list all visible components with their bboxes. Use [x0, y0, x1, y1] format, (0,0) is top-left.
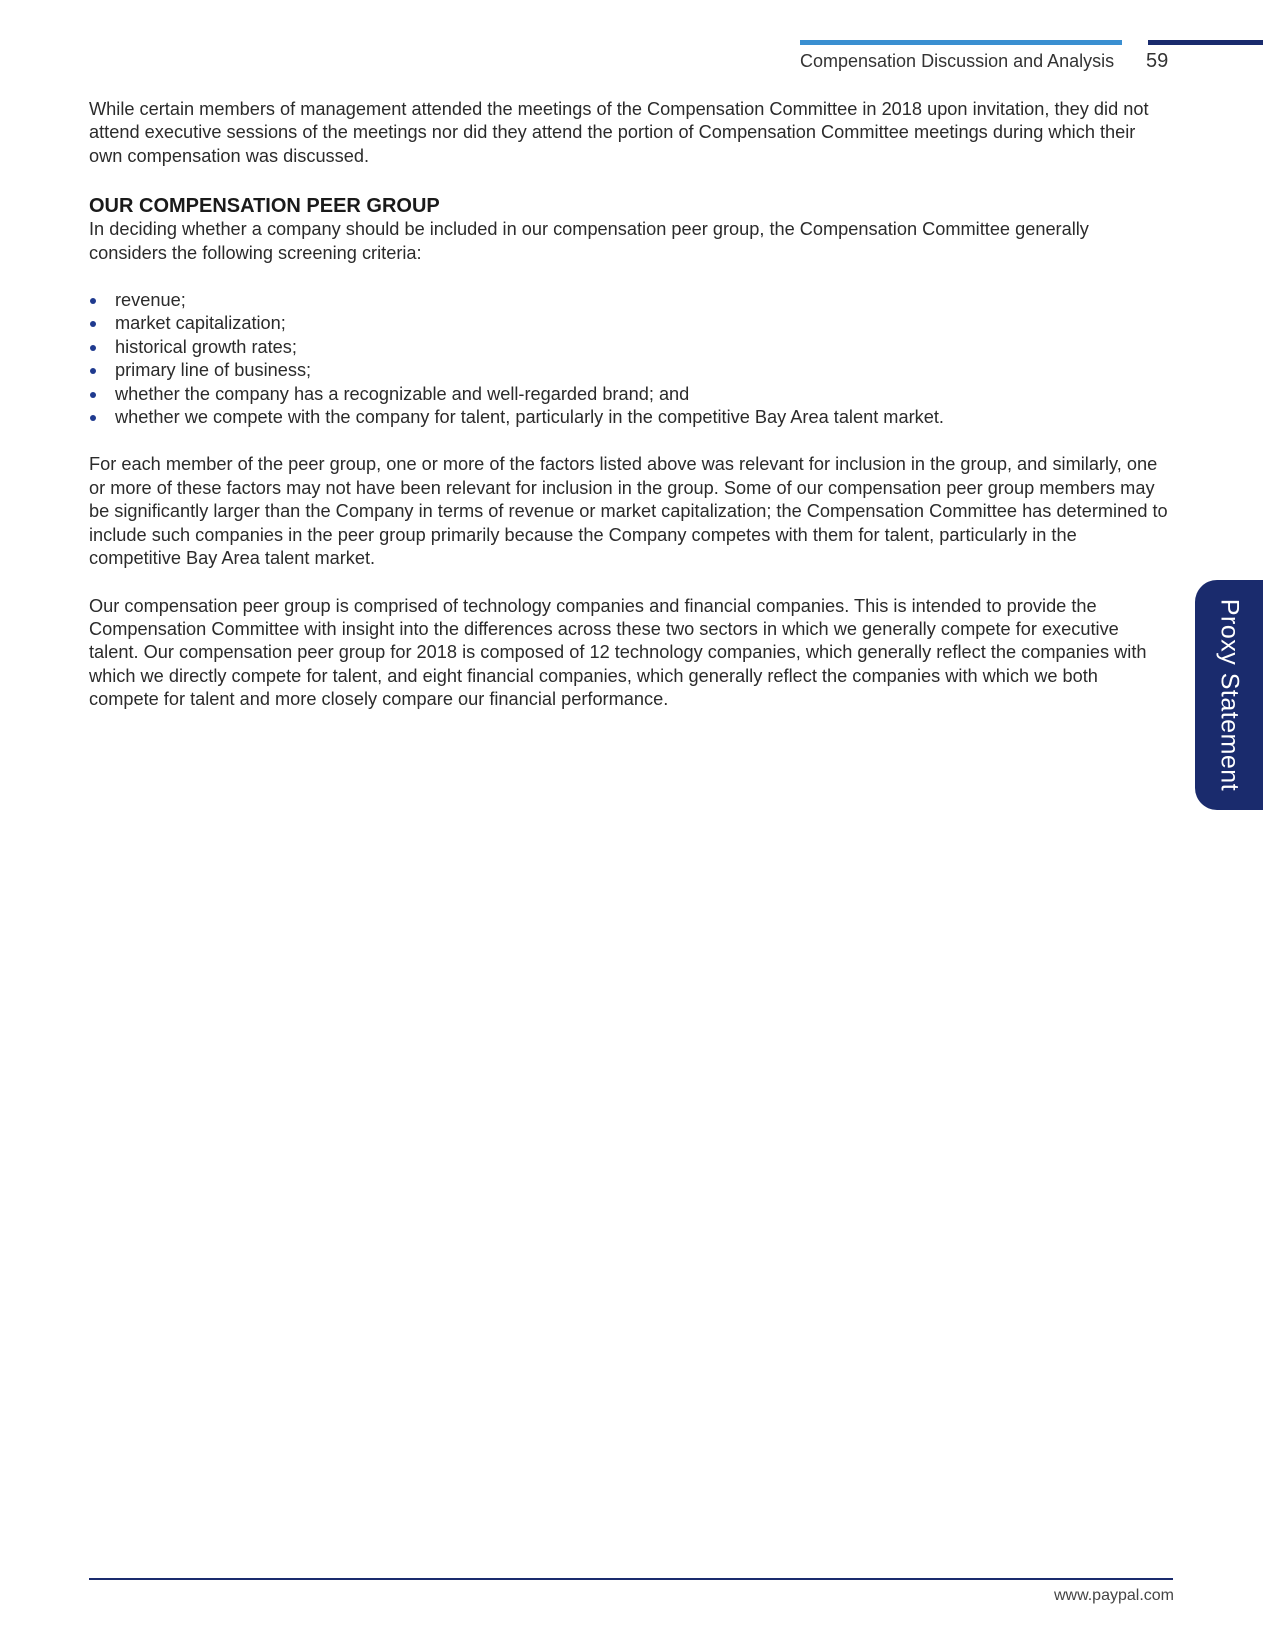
bullet-icon [90, 368, 96, 374]
peer-group-factors-paragraph: For each member of the peer group, one or more of the factors listed above was relevant for inclusion in the group, and similarly, one or more of these factors may not have been relevant for inclusion in the group. Some of our compensation peer group members may be significantly larger than the Company in terms of revenue or market capitalization; the Compensation Committee has determined to include such companies in the peer group primarily because the Company competes with them for talent, particularly in the competitive Bay Area talent market. [89, 454, 1168, 569]
footer-divider [89, 1578, 1173, 1580]
header-accent-bar-light [800, 40, 1122, 45]
side-tab-label: Proxy Statement [1215, 598, 1244, 792]
list-item-text: revenue; [115, 290, 186, 311]
list-item [89, 289, 1169, 312]
section-heading: OUR COMPENSATION PEER GROUP [89, 195, 440, 218]
bullet-icon [90, 298, 96, 304]
list-item-text: whether we compete with the company for talent, particularly in the competitive Bay Area talent market. [115, 407, 944, 428]
list-item-text: historical growth rates; [115, 336, 297, 357]
peer-group-composition-paragraph: Our compensation peer group is comprised of technology companies and financial companies. This is intended to provide the Compensation Committee with insight into the differences across these two sectors in which we generally compete for executive talent. Our compensation peer group for 2018 is composed of 12 technology companies, which generally reflect the companies with which we directly compete for talent, and eight financial companies, which generally reflect the companies with which we both compete for talent and more closely compare our financial performance. [89, 595, 1147, 710]
bullet-icon [90, 392, 96, 398]
section-side-tab[interactable] [1195, 580, 1263, 810]
list-item [89, 406, 1169, 429]
criteria-intro-paragraph: In deciding whether a company should be included in our compensation peer group, the Compensation Committee generally considers the following screening criteria: [89, 219, 1089, 263]
intro-paragraph: While certain members of management attended the meetings of the Compensation Committee in 2018 upon invitation, they did not attend executive sessions of the meetings nor did they attend the portion of Compensation Committee meetings during which their own compensation was discussed. [89, 99, 1149, 166]
screening-criteria-list [89, 289, 1169, 429]
bullet-icon [90, 415, 96, 421]
header-accent-bar-dark [1148, 40, 1263, 45]
page-number: 59 [1146, 50, 1169, 72]
bullet-icon [90, 321, 96, 327]
bullet-icon [90, 345, 96, 351]
list-item [89, 336, 1169, 359]
list-item [89, 312, 1169, 335]
main-content [89, 98, 1169, 712]
list-item-text: primary line of business; [115, 360, 312, 381]
list-item-text: market capitalization; [115, 313, 286, 334]
running-header-title: Compensation Discussion and Analysis [800, 51, 1115, 71]
footer-website-link[interactable]: www.paypal.com [1053, 1587, 1174, 1604]
list-item-text: whether the company has a recognizable and well-regarded brand; and [115, 383, 690, 404]
list-item [89, 359, 1169, 382]
list-item [89, 383, 1169, 406]
